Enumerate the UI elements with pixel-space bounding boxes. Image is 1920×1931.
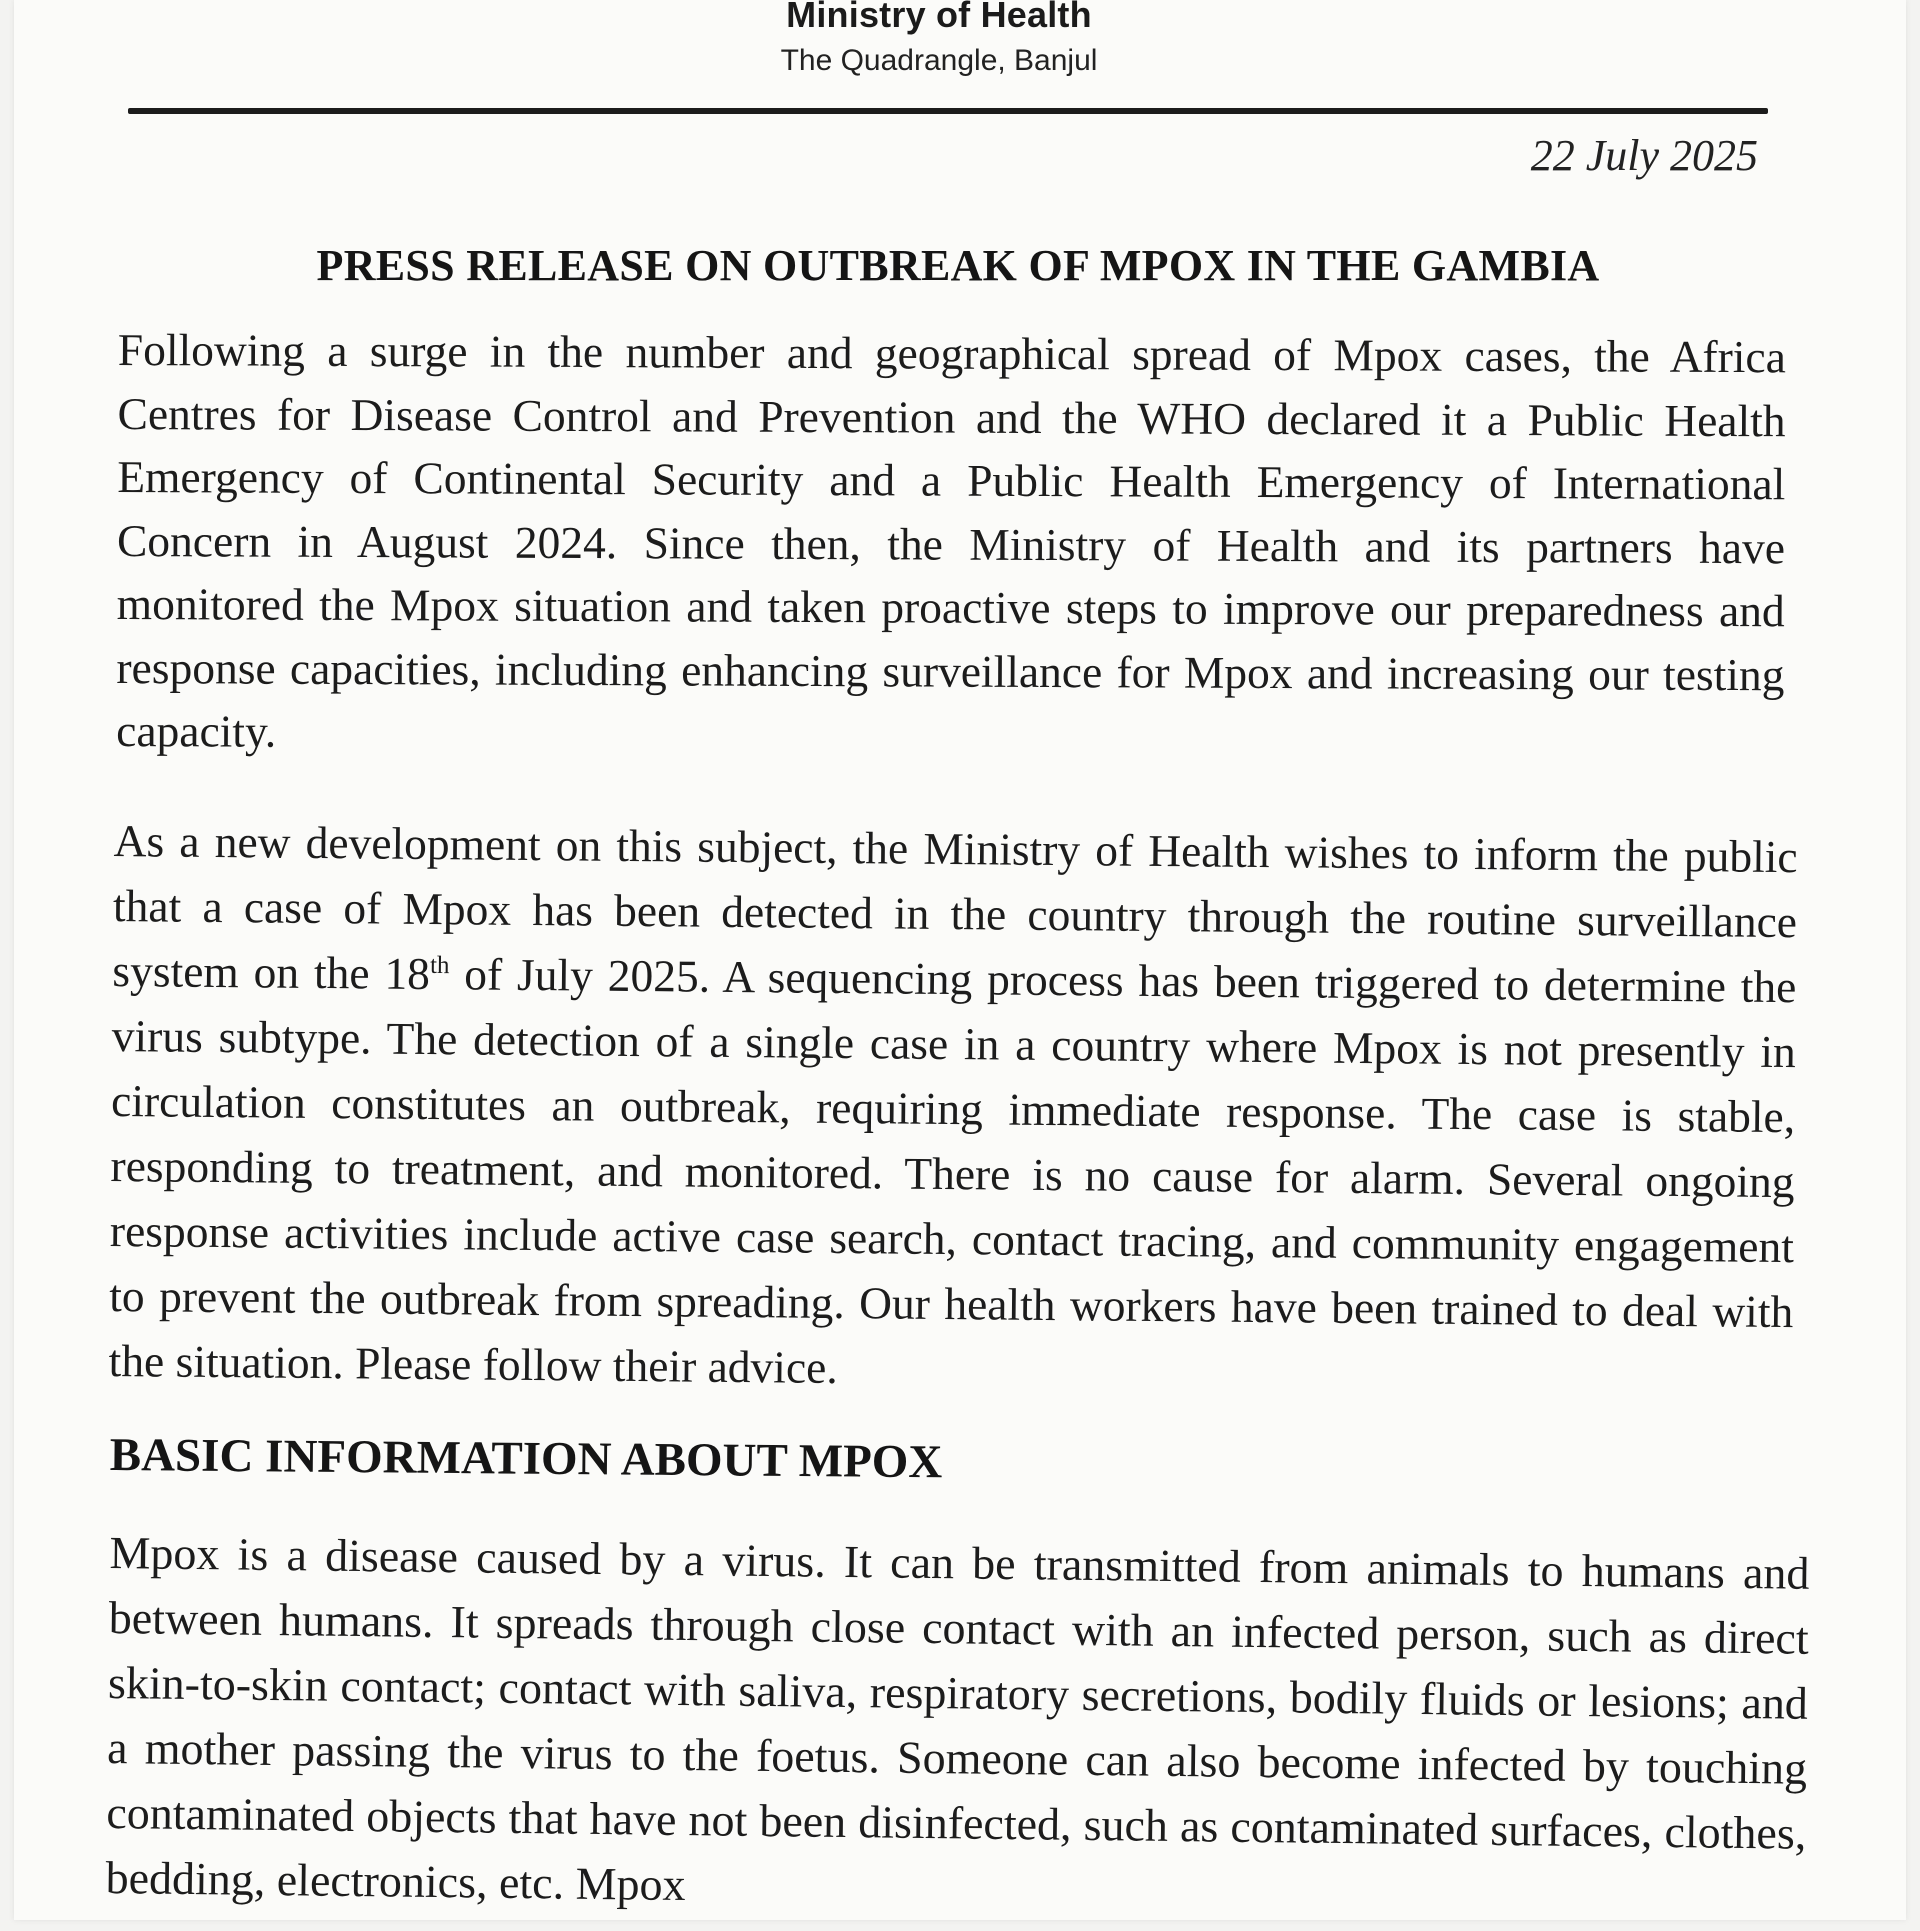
paragraph-new-development: [108, 808, 1798, 1409]
paragraph-text-part: As a new development on this subject, the Ministry of Health wishes to inform the public that a case of Mpox has been detected in the country through the routine surveillance system on the 18: [112, 814, 1798, 1000]
release-date: 22 July 2025: [1530, 131, 1758, 180]
ordinal-suffix: th: [429, 951, 450, 980]
document-page: [14, 0, 1906, 1920]
section-heading: BASIC INFORMATION ABOUT MPOX: [109, 1429, 943, 1489]
organization-name: Ministry of Health: [786, 0, 1092, 35]
organization-address: The Quadrangle, Banjul: [780, 44, 1098, 77]
press-release-title: PRESS RELEASE ON OUTBREAK OF MPOX IN THE GAMBIA: [316, 241, 1600, 290]
paragraph-basic-info: Mpox is a disease caused by a virus. It can be transmitted from animals to humans and between humans. It spreads through close contact with an infected person, such as direct skin-to-skin contact; contact with saliva, respiratory secretions, bodily fluids or lesions; and a mother passing the virus to the foetus. Someone can also become infected by touching contaminated objects that have not been disinfected, such as contaminated surfaces, clothes, bedding, electronics, etc. Mpox: [105, 1526, 1810, 1911]
paragraph-background: Following a surge in the number and geographical spread of Mpox cases, the Africa Centres for Disease Control and Prevention and the WHO declared it a Public Health Emergency of Continental Security and a Public Health Emergency of International Concern in August 2024. Since then, the Ministry of Health and its partners have monitored the Mpox situation and taken proactive steps to improve our preparedness and response capacities, including enhancing surveillance for Mpox and increasing our testing capacity.: [116, 323, 1786, 757]
paragraph-text-part: of July 2025. A sequencing process has been triggered to determine the virus subtype. The detection of a single case in a country where Mpox is not presently in circulation constitutes an outbreak, requiring immediate response. The case is stable, responding to treatment, and monitored. There is no cause for alarm. Several ongoing response activities include active case search, contact tracing, and community engagement to prevent the outbreak from spreading. Our health workers have been trained to deal with the situation. Please follow their advice.: [108, 948, 1797, 1393]
header-divider: [128, 108, 1768, 114]
